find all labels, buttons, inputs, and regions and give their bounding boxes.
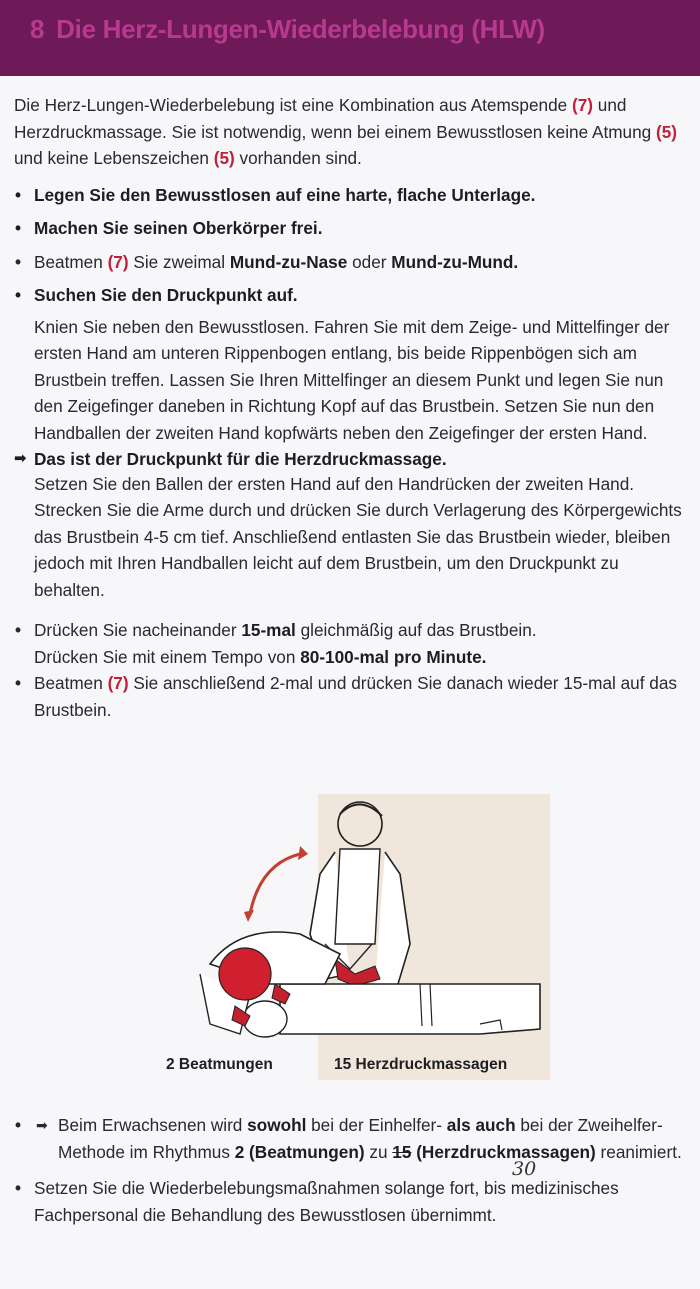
pressure-point-callout [14, 446, 684, 473]
label-chest-compressions: 15 Herzdruckmassagen [334, 1056, 508, 1073]
intro-paragraph [14, 92, 684, 172]
list-item [14, 182, 684, 209]
summary-section [14, 1112, 684, 1235]
bullet-icon: • [15, 1115, 22, 1135]
step-text: Sie anschließend 2-mal und drücken Sie danach wieder 15-mal auf das Brustbein. [34, 673, 677, 720]
intro-text: Die Herz-Lungen-Wiederbelebung ist eine Kombination aus Atemspende [14, 95, 572, 115]
list-item [14, 282, 684, 309]
step-emphasis: 80-100-mal pro Minute. [300, 646, 487, 667]
ref-number: (5) [656, 121, 678, 142]
step-text: Legen Sie den Bewusstlosen auf eine harte, flache Unterlage. [34, 184, 536, 205]
pressure-point-instructions: Knien Sie neben den Bewusstlosen. Fahren Sie mit dem Zeige- und Mittelfinger der ersten Hand am unteren Rippenbogen entlang, bis beide Rippenbögen sich am Brustbein treffen. Lassen Sie Ihren Mittelfinger an diesem Punkt und legen Sie nun den Zeigefinger daneben in Richtung Kopf auf das Brustbein. Setzen Sie nun den Handballen der zweiten Hand kopfwärts neben den Zeigefinger der ersten Hand. [34, 316, 670, 443]
summary-text: reanimiert. [595, 1141, 682, 1162]
bullet-icon: • [15, 218, 22, 238]
struck-number: 15 [392, 1141, 412, 1162]
summary-text: Setzen Sie die Wiederbelebungsmaßnahmen solange fort, bis medizinisches Fachpersonal die Behandlung des Bewusstlosen übernimmt. [34, 1178, 619, 1225]
summary-emphasis: als auch [446, 1115, 516, 1135]
bullet-icon: • [15, 285, 22, 305]
step-text: Sie zweimal [128, 251, 230, 272]
step-emphasis: 15-mal [241, 620, 296, 640]
compression-instructions: Setzen Sie den Ballen der ersten Hand auf den Handrücken der zweiten Hand. Strecken Sie die Arme durch und drücken Sie durch Verlagerung des Körpergewichts das Brustbein 4-5 cm tief. Anschließend entlasten Sie das Brustbein wieder, bleiben jedoch mit Ihren Handballen leicht auf dem Brustbein, um den Druckpunkt zu behalten. [34, 473, 682, 600]
bullet-icon: • [15, 620, 22, 640]
bullet-icon: • [15, 1178, 22, 1198]
ref-number: (7) [571, 95, 593, 115]
switch-arrow-icon [250, 854, 300, 914]
main-content [14, 92, 684, 730]
cpr-illustration [150, 794, 550, 1080]
list-item [14, 215, 684, 242]
bullet-icon: • [15, 673, 22, 693]
step-text: oder [347, 251, 392, 272]
divider [14, 603, 684, 617]
step-text: Beatmen [34, 673, 108, 693]
callout-text: Das ist der Druckpunkt für die Herzdruckmassage. [34, 449, 447, 469]
bullet-icon: • [15, 251, 22, 272]
list-item [14, 1112, 684, 1165]
step-list [14, 182, 684, 724]
summary-emphasis: 2 (Beatmungen) [234, 1141, 365, 1162]
step-text: Machen Sie seinen Oberkörper frei. [34, 218, 323, 238]
list-item [14, 617, 684, 670]
step-emphasis: Mund-zu-Nase [229, 251, 348, 272]
step-text: Drücken Sie nacheinander [34, 620, 242, 640]
summary-emphasis: sowohl [247, 1115, 307, 1135]
intro-text: und keine Lebenszeichen [14, 148, 214, 168]
chapter-header [0, 0, 700, 76]
ref-number: (5) [213, 148, 235, 168]
summary-text: bei der Zweihelfer-Methode im Rhythmus [58, 1115, 663, 1162]
list-item [14, 249, 684, 276]
step-text: Drücken Sie mit einem Tempo von [34, 646, 301, 667]
summary-text: Beim Erwachsenen wird [58, 1115, 248, 1135]
summary-text: zu [364, 1141, 393, 1162]
list-item [14, 1175, 684, 1228]
arrow-right-icon: ➡ [14, 450, 27, 467]
list-item [14, 670, 684, 723]
summary-emphasis: (Herzdruckmassagen) [411, 1141, 596, 1162]
handwritten-correction: 30 [512, 1158, 537, 1180]
summary-text: bei der Einhelfer- [306, 1115, 447, 1135]
ref-number: (7) [107, 673, 129, 693]
intro-text: und Herzdruckmassage. Sie ist notwendig, wenn bei einem Bewusstlosen keine Atmung [14, 95, 657, 142]
intro-text: vorhanden sind. [234, 148, 362, 168]
chapter-title: Die Herz-Lungen-Wiederbelebung (HLW) [56, 14, 545, 44]
step-text: Suchen Sie den Druckpunkt auf. [34, 285, 298, 305]
chapter-number: 8 [30, 14, 45, 44]
bullet-icon: • [15, 184, 22, 205]
ref-number: (7) [107, 251, 129, 272]
step-text: gleichmäßig auf das Brustbein. [295, 620, 537, 640]
step-text: Beatmen [34, 251, 108, 272]
step-emphasis: Mund-zu-Mund. [391, 251, 519, 272]
label-rescue-breaths: 2 Beatmungen [166, 1056, 273, 1073]
arrow-right-icon: ➡ [36, 1117, 48, 1133]
cpr-drawing [150, 794, 550, 1080]
